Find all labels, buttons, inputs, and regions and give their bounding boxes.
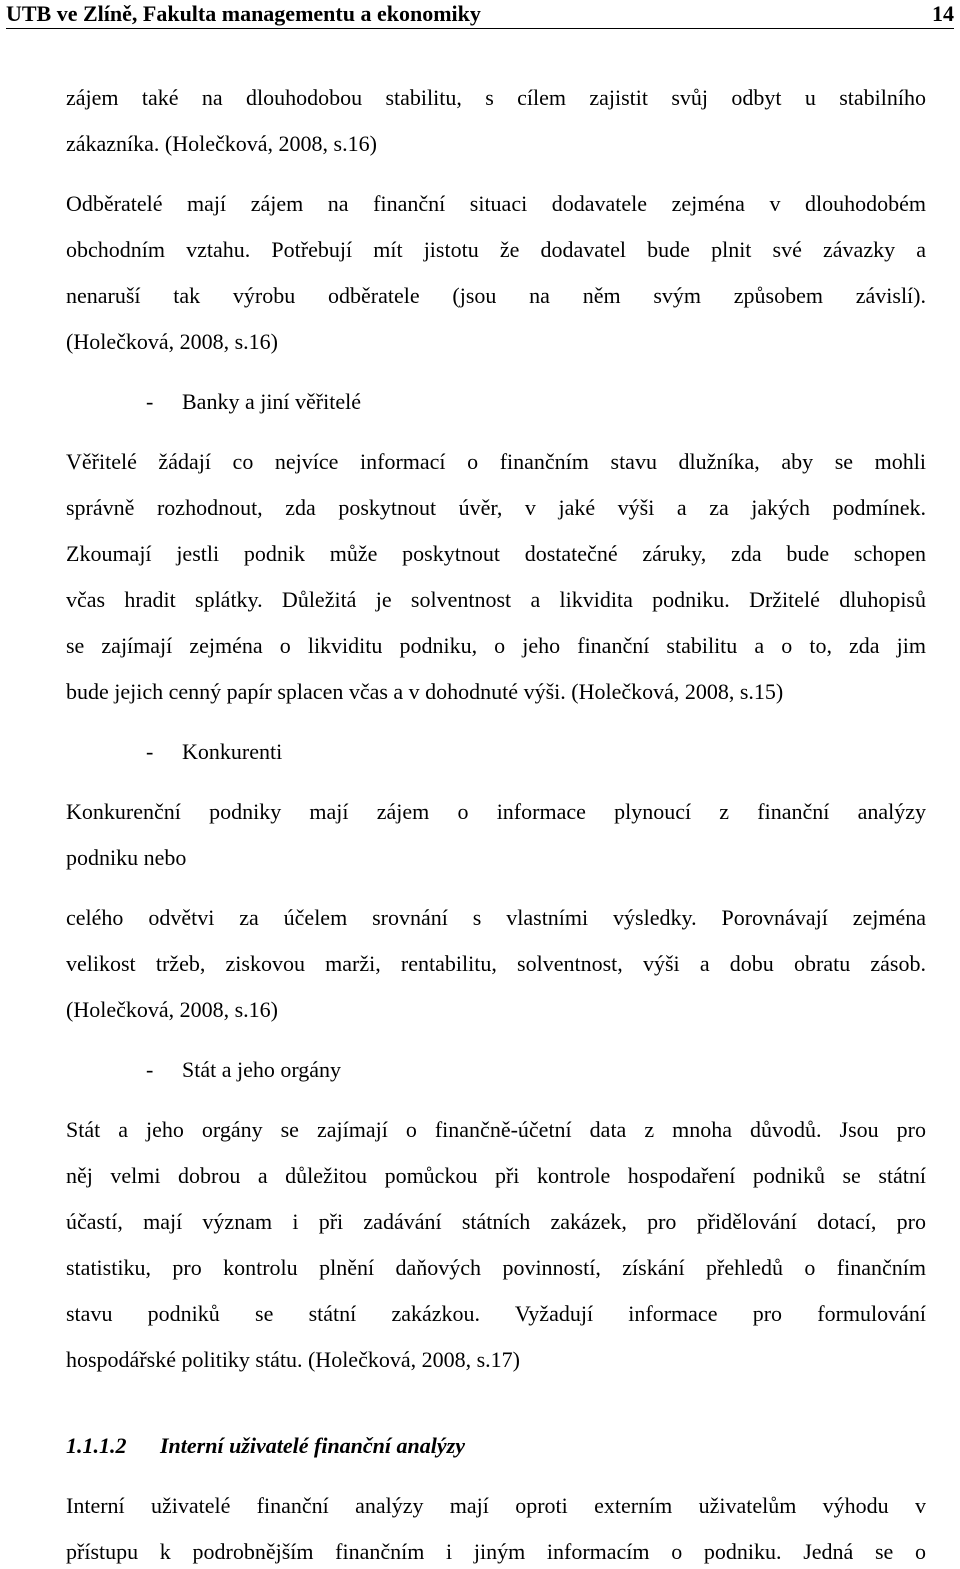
page-number: 14 [932, 1, 954, 26]
bullet-stat: Stát a jeho orgány [182, 1057, 342, 1082]
text-line: Zkoumají jestli podnik může poskytnout dostatečné záruky, zda bude schopen [66, 541, 926, 566]
text-line: něj velmi dobrou a důležitou pomůckou při kontrole hospodaření podniků se státní [66, 1163, 926, 1188]
text-line: velikost tržeb, ziskovou marži, rentabilitu, solventnost, výši a dobu obratu zásob. [66, 951, 926, 976]
text-line: zájem také na dlouhodobou stabilitu, s cílem zajistit svůj odbyt u stabilního [66, 85, 926, 110]
text-line: obchodním vztahu. Potřebují mít jistotu že dodavatel bude plnit své závazky a [66, 237, 926, 262]
text-line: celého odvětvi za účelem srovnání s vlastními výsledky. Porovnávají zejména [66, 905, 926, 930]
text-line: zákazníka. (Holečková, 2008, s.16) [66, 131, 377, 156]
text-line: hospodářské politiky státu. (Holečková, 2008, s.17) [66, 1347, 520, 1372]
text-line: stavu podniků se státní zakázkou. Vyžadují informace pro formulování [66, 1301, 926, 1326]
text-line: Stát a jeho orgány se zajímají o finančně-účetní data z mnoha důvodů. Jsou pro [66, 1117, 926, 1142]
text-line: Odběratelé mají zájem na finanční situaci dodavatele zejména v dlouhodobém [66, 191, 926, 216]
text-line: bude jejich cenný papír splacen včas a v dohodnuté výši. (Holečková, 2008, s.15) [66, 679, 784, 704]
bullet-dash: - [146, 389, 154, 414]
text-line: se zajímají zejména o likviditu podniku, o jeho finanční stabilitu a o to, zda jim [66, 633, 926, 658]
text-line: Konkurenční podniky mají zájem o informace plynoucí z finanční analýzy [66, 799, 926, 824]
section-heading: Interní uživatelé finanční analýzy [160, 1433, 465, 1458]
header-title: UTB ve Zlíně, Fakulta managementu a ekonomiky [6, 1, 481, 26]
text-line: (Holečková, 2008, s.16) [66, 997, 279, 1022]
text-line: Interní uživatelé finanční analýzy mají oproti externím uživatelům výhodu v [66, 1493, 926, 1518]
bullet-banky: Banky a jiní věřitelé [182, 389, 361, 414]
text-line: Věřitelé žádají co nejvíce informací o finančním stavu dlužníka, aby se mohli [66, 449, 926, 474]
text-line: včas hradit splátky. Důležitá je solventnost a likvidita podniku. Držitelé dluhopisů [66, 587, 926, 612]
text-line: správně rozhodnout, zda poskytnout úvěr, v jaké výši a za jakých podmínek. [66, 495, 926, 520]
bullet-dash: - [146, 739, 154, 764]
text-line: nenaruší tak výrobu odběratele (jsou na něm svým způsobem závislí). [66, 283, 926, 308]
text-line: statistiku, pro kontrolu plnění daňových povinností, získání přehledů o finančním [66, 1255, 926, 1280]
section-number: 1.1.1.2 [66, 1433, 127, 1458]
bullet-konkurenti: Konkurenti [182, 739, 283, 764]
text-line: přístupu k podrobnějším finančním i jiným informacím o podniku. Jedná se o [66, 1539, 926, 1564]
text-line: (Holečková, 2008, s.16) [66, 329, 279, 354]
page-header [6, 0, 954, 29]
text-line: podniku nebo [66, 845, 187, 870]
text-line: účastí, mají význam i při zadávání státních zakázek, pro přidělování dotací, pro [66, 1209, 926, 1234]
bullet-dash: - [146, 1057, 154, 1082]
